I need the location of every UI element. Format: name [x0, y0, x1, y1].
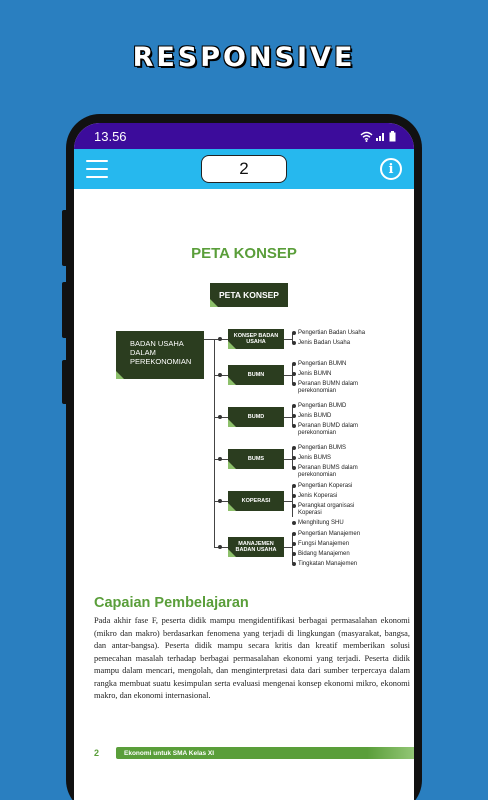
category-box-konsep: KONSEP BADAN USAHA — [228, 329, 284, 349]
concept-item: Tingkatan Manajemen — [298, 561, 388, 568]
connector-dot — [218, 373, 222, 377]
concept-item: Jenis BUMN — [298, 371, 388, 378]
concept-item: Jenis BUMD — [298, 413, 388, 420]
book-page — [74, 189, 414, 789]
battery-icon — [389, 131, 396, 142]
concept-item: Pengertian BUMS — [298, 445, 388, 452]
category-box-bums: BUMS — [228, 449, 284, 469]
connector-dot — [218, 337, 222, 341]
connector-line — [284, 501, 292, 502]
concept-map-title: PETA KONSEP — [191, 245, 297, 262]
category-box-bumn: BUMN — [228, 365, 284, 385]
capaian-body: Pada akhir fase F, peserta didik mampu mengidentifikasi berbagai permasalahan ekonomi (mikro dan makro) berdasarkan fenomena yang terjadi di lingkungan (masyarakat, bangsa, dan antar-bangsa). Peserta didik mampu secara kritis dan kreatif memberikan solusi pemecahan masalah terhadap berbagai permasalahan ekonomi yang terjadi. Peserta didik mampu dalam mencari, mengolah, dan menginterpretasi data dari sumber terpercaya dalam rangka membuat suatu kesimpulan serta evaluasi mengenai konsep ekonomi mikro, ekonomi makro, dan ekonomi internasional. — [94, 616, 410, 700]
page-footer — [94, 747, 414, 759]
status-time: 13.56 — [94, 128, 127, 144]
page-number-input[interactable]: 2 — [201, 155, 287, 183]
concept-item: Peranan BUMS dalam perekonomian — [298, 465, 378, 478]
connector-dot — [218, 415, 222, 419]
concept-item: Menghitung SHU — [298, 520, 388, 527]
concept-item: Peranan BUMD dalam perekonomian — [298, 423, 378, 436]
phone-screen — [74, 123, 414, 800]
category-box-koperasi: KOPERASI — [228, 491, 284, 511]
wifi-icon — [360, 131, 373, 142]
connector-line — [284, 459, 292, 460]
connector-line — [292, 533, 293, 563]
category-box-manajemen: MANAJEMEN BADAN USAHA — [228, 537, 284, 557]
connector-line — [214, 339, 215, 547]
connector-line — [284, 417, 292, 418]
info-icon[interactable]: i — [380, 158, 402, 180]
footer-page-number: 2 — [94, 748, 100, 758]
connector-line — [284, 339, 292, 340]
concept-item: Peranan BUMN dalam perekonomian — [298, 381, 378, 394]
connector-line — [292, 487, 293, 517]
concept-item: Fungsi Manajemen — [298, 541, 388, 548]
capaian-title: Capaian Pembelajaran — [94, 595, 249, 611]
banner-title: RESPONSIVE — [132, 42, 356, 73]
signal-icon — [376, 131, 386, 141]
app-bar — [74, 149, 414, 189]
hamburger-menu-icon[interactable] — [86, 160, 108, 178]
connector-line — [284, 375, 292, 376]
connector-dot — [218, 457, 222, 461]
connector-dot — [218, 499, 222, 503]
concept-item: Pengertian BUMD — [298, 403, 388, 410]
concept-item: Pengertian Badan Usaha — [298, 330, 388, 337]
footer-book-title: Ekonomi untuk SMA Kelas XI — [116, 747, 414, 759]
status-icons — [360, 131, 396, 142]
concept-item: Pengertian Koperasi — [298, 483, 388, 490]
concept-item: Perangkat organisasi Koperasi — [298, 503, 378, 516]
concept-item: Jenis Koperasi — [298, 493, 388, 500]
concept-item: Pengertian BUMN — [298, 361, 388, 368]
connector-line — [204, 339, 214, 340]
concept-item: Pengertian Manajemen — [298, 531, 388, 538]
concept-item: Jenis Badan Usaha — [298, 340, 388, 347]
concept-item: Bidang Manajemen — [298, 551, 388, 558]
concept-map-root-box: PETA KONSEP — [210, 283, 288, 307]
phone-frame — [66, 114, 422, 800]
status-bar — [74, 123, 414, 149]
concept-map-main-box: BADAN USAHA DALAM PEREKONOMIAN — [116, 331, 204, 379]
connector-line — [284, 547, 292, 548]
connector-dot — [218, 545, 222, 549]
category-box-bumd: BUMD — [228, 407, 284, 427]
concept-item: Jenis BUMS — [298, 455, 388, 462]
